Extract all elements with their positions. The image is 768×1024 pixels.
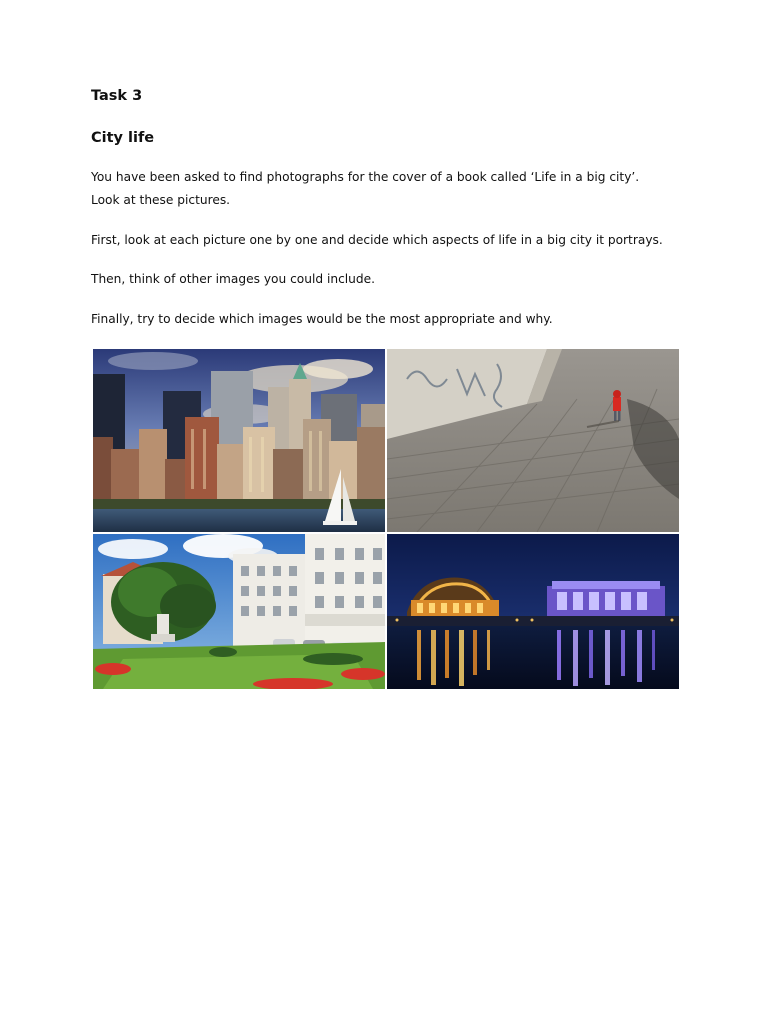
task-heading: Task 3 xyxy=(91,88,143,104)
city-park-photo xyxy=(93,534,385,689)
night-riverside-photo xyxy=(387,534,679,689)
section-title: City life xyxy=(91,130,155,146)
instruction-paragraph-first: First, look at each picture one by one and decide which aspects of life in a big city it portrays. xyxy=(91,233,663,247)
paved-square-child-photo xyxy=(387,349,679,532)
instruction-paragraph-finally: Finally, try to decide which images would be the most appropriate and why. xyxy=(91,312,553,326)
intro-paragraph: You have been asked to find photographs for the cover of a book called ‘Life in a big city’. Look at these pictures. xyxy=(91,170,640,207)
instruction-paragraph-then: Then, think of other images you could include. xyxy=(91,272,376,286)
photo-collage xyxy=(93,349,679,689)
skyline-photo xyxy=(93,349,385,532)
